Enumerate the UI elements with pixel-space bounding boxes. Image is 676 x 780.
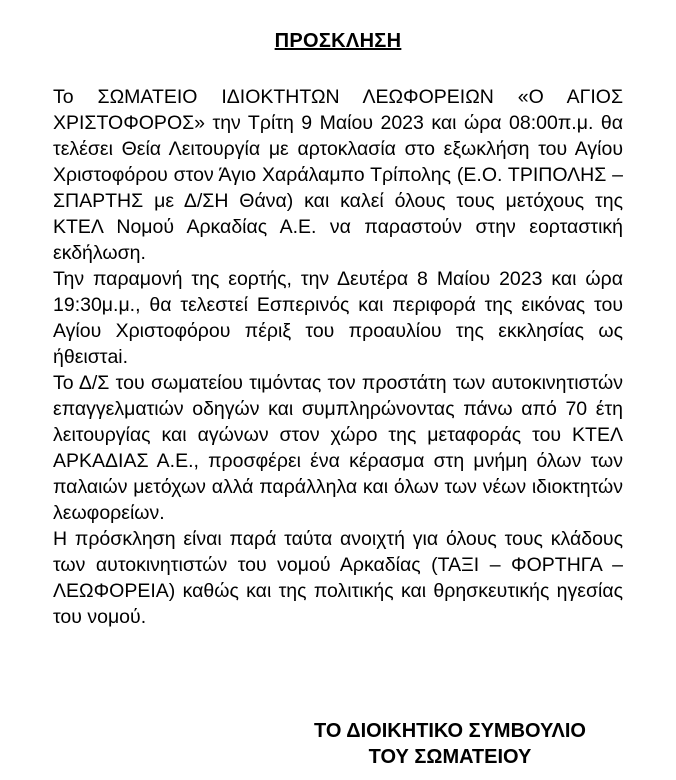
paragraph-1: Το ΣΩΜΑΤΕΙΟ ΙΔΙΟΚΤΗΤΩΝ ΛΕΩΦΟΡΕΙΩΝ «Ο ΑΓΙΟΣ ΧΡΙΣΤΟΦΟΡΟΣ» την Τρίτη 9 Μαίου 2023 και ώρα 08:00π.μ. θα τελέσει Θεία Λειτουργία με αρτοκλασία στο εξωκλήση του Αγίου Χριστοφόρου στον Άγιο Χαράλαμπο Τρίπολης (Ε.Ο. ΤΡΙΠΟΛΗΣ – ΣΠΑΡΤΗΣ με Δ/ΣΗ Θάνα) και καλεί όλους τους μετόχους της ΚΤΕΛ Νομού Αρκαδίας Α.Ε. να παραστούν στην εορταστική εκδήλωση. xyxy=(53,86,623,264)
signature-line-1: ΤΟ ΔΙΟΙΚΗΤΙΚΟ ΣΥΜΒΟΥΛΙΟ xyxy=(314,720,586,742)
signature-line-2: ΤΟΥ ΣΩΜΑΤΕΙΟΥ xyxy=(368,746,532,768)
paragraph-3: Το Δ/Σ του σωματείου τιμόντας τον προστάτη των αυτοκινητιστών επαγγελματιών οδηγών και συμπληρώνοντας πάνω από 70 έτη λειτουργίας και αγώνων στον χώρο της μεταφοράς του ΚΤΕΛ ΑΡΚΑΔΙΑΣ Α.Ε., προσφέρει ένα κέρασμα στη μνήμη όλων των παλαιών μετόχων αλλά παράλληλα και όλων των νέων ιδιοκτητών λεωφορείων. xyxy=(53,372,623,524)
signature-block xyxy=(250,718,650,770)
document-body xyxy=(53,84,623,630)
document-title: ΠΡΟΣΚΛΗΣΗ xyxy=(274,30,402,52)
paragraph-2: Την παραμονή της εορτής, την Δευτέρα 8 Μαίου 2023 και ώρα 19:30μ.μ., θα τελεστεί Εσπερινός και περιφορά της εικόνας του Αγίου Χριστοφόρου πέριξ του προαυλίου της εκκλησίας ως ήθειστai. xyxy=(53,268,623,368)
paragraph-4: Η πρόσκληση είναι παρά ταύτα ανοιχτή για όλους τους κλάδους των αυτοκινητιστών του νομού Αρκαδίας (ΤΑΞΙ – ΦΟΡΤΗΓΑ – ΛΕΩΦΟΡΕΙΑ) καθώς και της πολιτικής και θρησκευτικής ηγεσίας του νομού. xyxy=(53,528,623,628)
